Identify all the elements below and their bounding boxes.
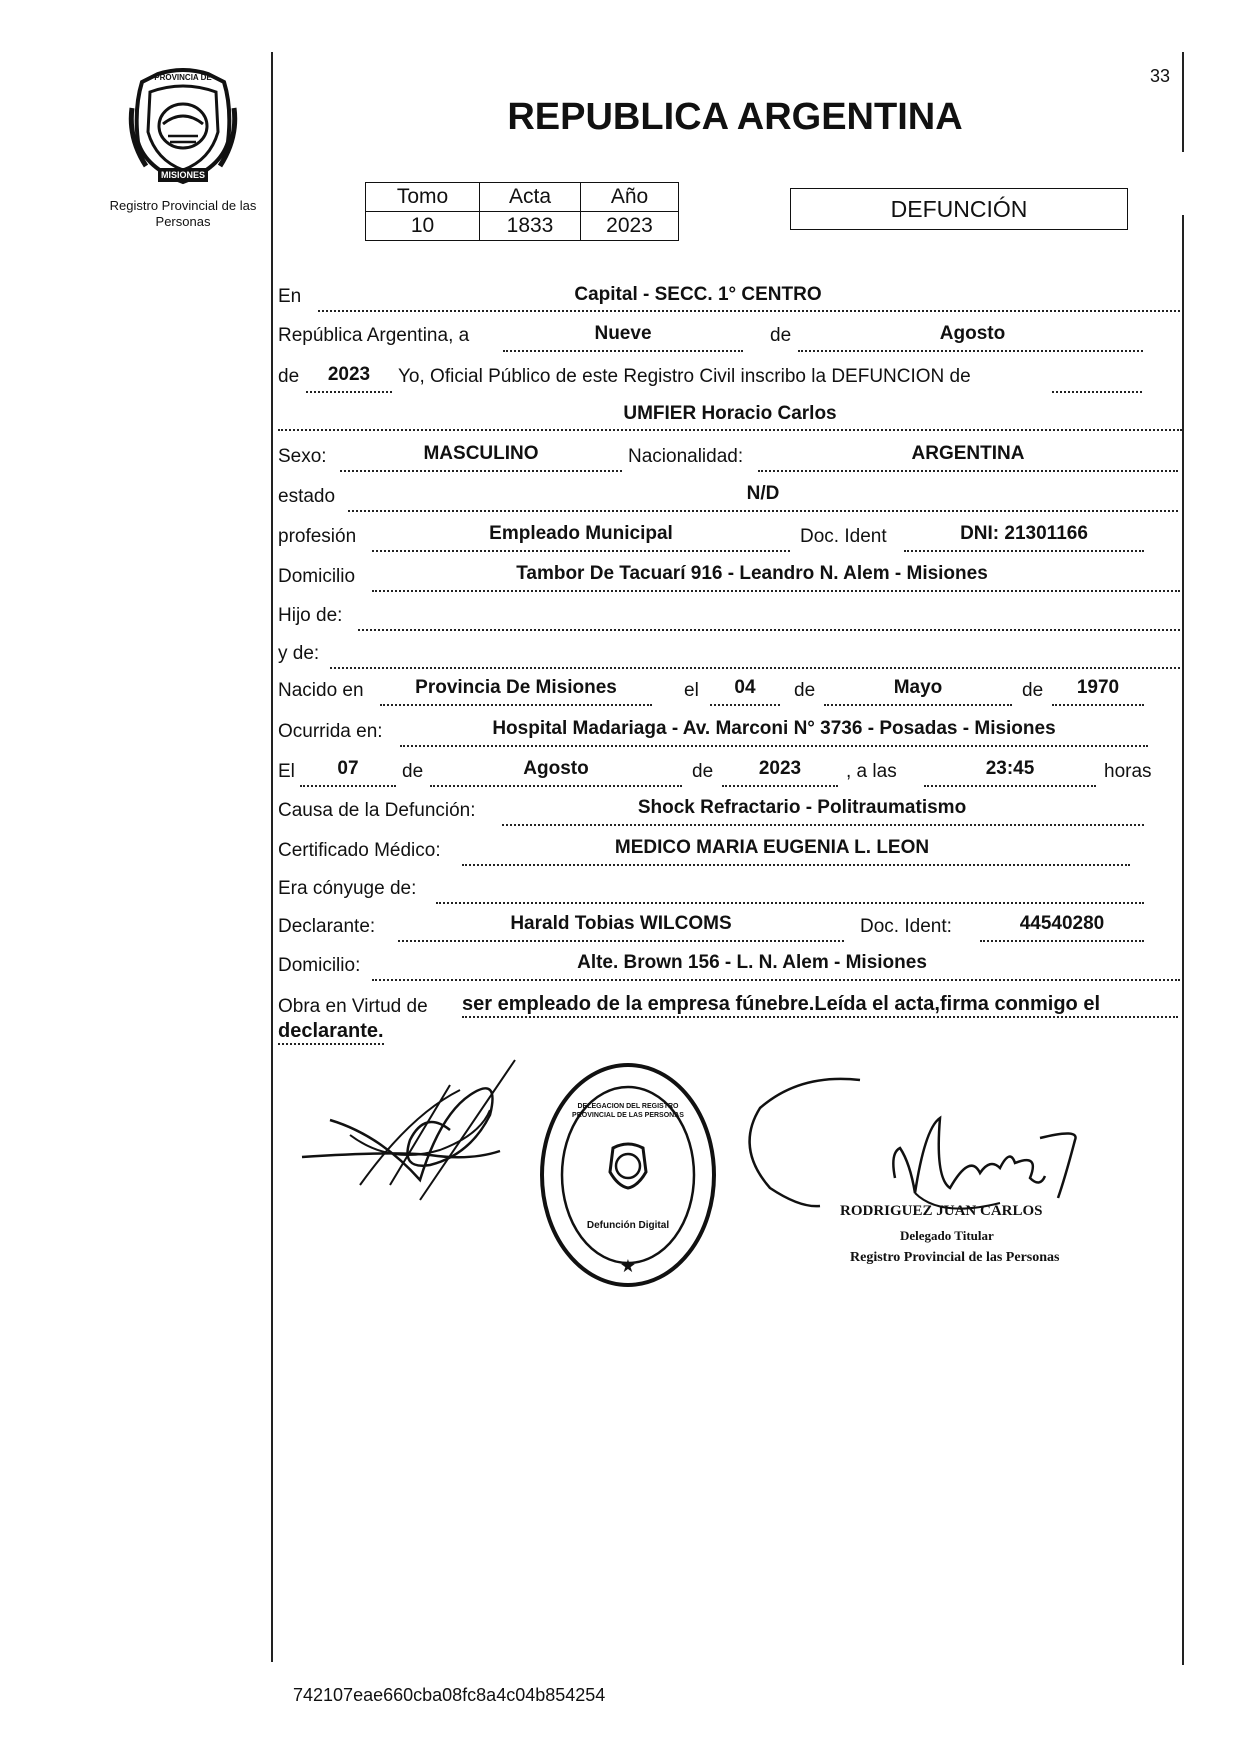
register-header-acta: Acta [480, 183, 581, 212]
estado-value: N/D [746, 483, 780, 504]
day-line [503, 350, 743, 352]
domicilio-line [372, 590, 1180, 592]
de-label-3: de [794, 680, 816, 701]
svg-text:★: ★ [619, 1256, 637, 1276]
en-label: En [278, 286, 302, 307]
birth-year-line [1052, 704, 1144, 706]
birth-day-line [710, 704, 780, 706]
a-las-label: , a las [846, 761, 897, 782]
nacido-line [380, 704, 652, 706]
register-header-ano: Año [581, 183, 679, 212]
page-title: REPUBLICA ARGENTINA [507, 96, 963, 138]
el-label: el [684, 680, 699, 701]
doc-type-box: DEFUNCIÓN [790, 188, 1128, 230]
province-emblem [128, 68, 238, 186]
profesion-line [372, 550, 790, 552]
estado-line [348, 510, 1178, 512]
birth-month-line [824, 704, 1012, 706]
register-header-tomo: Tomo [366, 183, 480, 212]
conyuge-line [436, 902, 1144, 904]
signatory-role: Delegado Titular [900, 1228, 994, 1243]
ocurrida-value: Hospital Madariaga - Av. Marconi N° 3736 - Posadas - Misiones [492, 718, 1056, 739]
month-line [798, 350, 1143, 352]
causa-line [502, 824, 1144, 826]
doc-ident-line [904, 550, 1144, 552]
declarante-value: Harald Tobias WILCOMS [510, 913, 732, 934]
declarante-label: Declarante: [278, 916, 376, 937]
emblem-text-bottom: MISIONES [160, 170, 205, 180]
hijo-label: Hijo de: [278, 605, 343, 626]
horas-label: horas [1104, 761, 1152, 782]
year-value: 2023 [327, 364, 371, 385]
death-month-line [430, 785, 682, 787]
de-label-1: de [770, 325, 792, 346]
signatory-institution: Registro Provincial de las Personas [850, 1250, 1060, 1265]
y-de-label: y de: [278, 643, 320, 664]
de-label-6: de [692, 761, 714, 782]
doc-ident2-line [980, 940, 1144, 942]
emblem-text-top: PROVINCIA DE [154, 73, 212, 82]
death-year-value: 2023 [758, 758, 802, 779]
death-time-value: 23:45 [985, 758, 1035, 779]
causa-value: Shock Refractario - Politraumatismo [637, 797, 967, 818]
ocurrida-line [400, 745, 1148, 747]
birth-year-value: 1970 [1076, 677, 1120, 698]
death-month-value: Agosto [523, 758, 589, 779]
signatory-name: RODRIGUEZ JUAN CARLOS [840, 1203, 1043, 1219]
en-line [318, 310, 1180, 312]
year-line [306, 391, 392, 393]
sexo-value: MASCULINO [423, 443, 539, 464]
death-day-line [300, 785, 396, 787]
death-time-line [924, 785, 1096, 787]
conyuge-label: Era cónyuge de: [278, 878, 417, 899]
de-label-2: de [278, 366, 300, 387]
obra-value-line1: ser empleado de la empresa fúnebre.Leída el acta,firma conmigo el [462, 993, 1178, 1018]
domicilio-value: Tambor De Tacuarí 916 - Leandro N. Alem - Misiones [516, 563, 988, 584]
yo-text: Yo, Oficial Público de este Registro Civil inscribo la DEFUNCION de [398, 366, 971, 387]
de-label-5: de [402, 761, 424, 782]
birth-month-value: Mayo [893, 677, 943, 698]
ocurrida-label: Ocurrida en: [278, 721, 383, 742]
name-line [278, 429, 1182, 431]
right-margin-line-lower [1182, 215, 1184, 1665]
yo-line [1052, 391, 1142, 393]
seal-inner-text: Defunción Digital [586, 1220, 670, 1231]
doc-ident2-value: 44540280 [1019, 913, 1105, 934]
el-label-2: El [278, 761, 295, 782]
official-seal [538, 1060, 718, 1290]
estado-label: estado [278, 486, 336, 507]
nacionalidad-label: Nacionalidad: [628, 446, 744, 467]
document-hash: 742107eae660cba08fc8a4c04b854254 [293, 1685, 606, 1705]
death-day-value: 07 [337, 758, 359, 779]
certificado-value: MEDICO MARIA EUGENIA L. LEON [614, 837, 930, 858]
month-value: Agosto [939, 323, 1006, 344]
y-de-line [330, 667, 1180, 669]
page-number: 33 [1150, 66, 1171, 86]
register-value-acta: 1833 [480, 212, 581, 241]
sexo-label: Sexo: [278, 446, 327, 467]
seal-outer-text: DELEGACION DEL REGISTRO PROVINCIAL DE LAS PERSONAS [572, 1103, 684, 1119]
register-value-ano: 2023 [581, 212, 679, 241]
doc-ident2-label: Doc. Ident: [860, 916, 952, 937]
register-value-tomo: 10 [366, 212, 480, 241]
birth-day-value: 04 [734, 677, 756, 698]
institution-label: Registro Provincial de las Personas [109, 198, 257, 229]
domicilio2-line [372, 979, 1180, 981]
obra-value-line2: declarante. [278, 1020, 384, 1045]
register-table [365, 182, 679, 241]
obra-label: Obra en Virtud de [278, 996, 428, 1017]
certificado-line [462, 864, 1130, 866]
domicilio2-value: Alte. Brown 156 - L. N. Alem - Misiones [577, 952, 927, 973]
certificado-label: Certificado Médico: [278, 840, 441, 861]
deceased-name: UMFIER Horacio Carlos [623, 403, 837, 424]
nacionalidad-value: ARGENTINA [911, 443, 1025, 464]
declarante-line [398, 940, 844, 942]
nacido-value: Provincia De Misiones [415, 677, 617, 698]
en-value: Capital - SECC. 1° CENTRO [574, 284, 822, 305]
nacido-label: Nacido en [278, 680, 364, 701]
causa-label: Causa de la Defunción: [278, 800, 476, 821]
hijo-line [358, 629, 1180, 631]
republica-label: República Argentina, a [278, 325, 470, 346]
profesion-value: Empleado Municipal [489, 523, 673, 544]
de-label-4: de [1022, 680, 1044, 701]
day-value: Nueve [594, 323, 652, 344]
left-margin-line [271, 52, 273, 1662]
sexo-line [340, 470, 622, 472]
profesion-label: profesión [278, 526, 357, 547]
doc-ident-label: Doc. Ident [800, 526, 887, 547]
declarant-signature [300, 1055, 530, 1205]
doc-ident-value: DNI: 21301166 [960, 523, 1088, 544]
domicilio2-label: Domicilio: [278, 955, 361, 976]
domicilio-label: Domicilio [278, 566, 356, 587]
nacionalidad-line [758, 470, 1178, 472]
death-year-line [722, 785, 838, 787]
right-margin-line [1182, 52, 1184, 152]
